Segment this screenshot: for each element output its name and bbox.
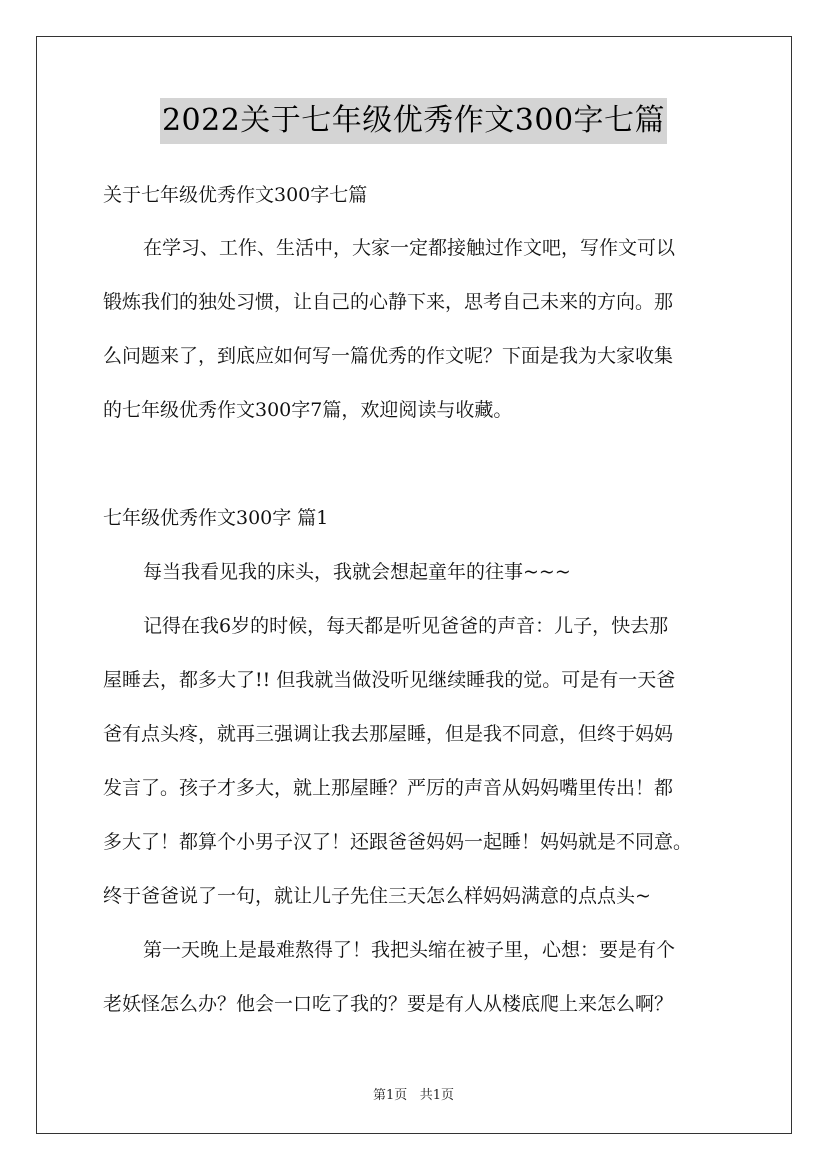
title-container <box>0 98 827 144</box>
body-line: 每当我看见我的床头，我就会想起童年的往事~~~ <box>143 561 571 583</box>
section-heading: 七年级优秀作文300字 篇1 <box>103 507 329 529</box>
body-line: 发言了。孩子才多大，就上那屋睡？严厉的声音从妈妈嘴里传出！都 <box>103 777 674 799</box>
page-footer <box>0 1084 827 1103</box>
body-line: 终于爸爸说了一句，就让儿子先住三天怎么样妈妈满意的点点头~ <box>103 885 651 907</box>
document-title: 2022关于七年级优秀作文300字七篇 <box>160 98 667 144</box>
page-number: 第1页 <box>373 1088 408 1103</box>
body-line: 爸有点头疼，就再三强调让我去那屋睡，但是我不同意，但终于妈妈 <box>103 723 674 745</box>
body-line: 记得在我6岁的时候，每天都是听见爸爸的声音：儿子，快去那 <box>143 615 669 637</box>
intro-line: 在学习、工作、生活中，大家一定都接触过作文吧，写作文可以 <box>143 237 676 259</box>
subtitle: 关于七年级优秀作文300字七篇 <box>103 184 368 206</box>
intro-line: 锻炼我们的独处习惯，让自己的心静下来，思考自己未来的方向。那 <box>103 291 674 313</box>
body-line: 屋睡去，都多大了!! 但我就当做没听见继续睡我的觉。可是有一天爸 <box>103 669 676 691</box>
body-line: 多大了！都算个小男子汉了！还跟爸爸妈妈一起睡！妈妈就是不同意。 <box>103 831 693 853</box>
page-total: 共1页 <box>419 1088 454 1103</box>
body-line: 第一天晚上是最难熬得了！我把头缩在被子里，心想：要是有个 <box>143 939 676 961</box>
body-line: 老妖怪怎么办？他会一口吃了我的？要是有人从楼底爬上来怎么啊？ <box>103 993 674 1015</box>
intro-line: 么问题来了，到底应如何写一篇优秀的作文呢？下面是我为大家收集 <box>103 345 674 367</box>
intro-line: 的七年级优秀作文300字7篇，欢迎阅读与收藏。 <box>103 399 513 421</box>
